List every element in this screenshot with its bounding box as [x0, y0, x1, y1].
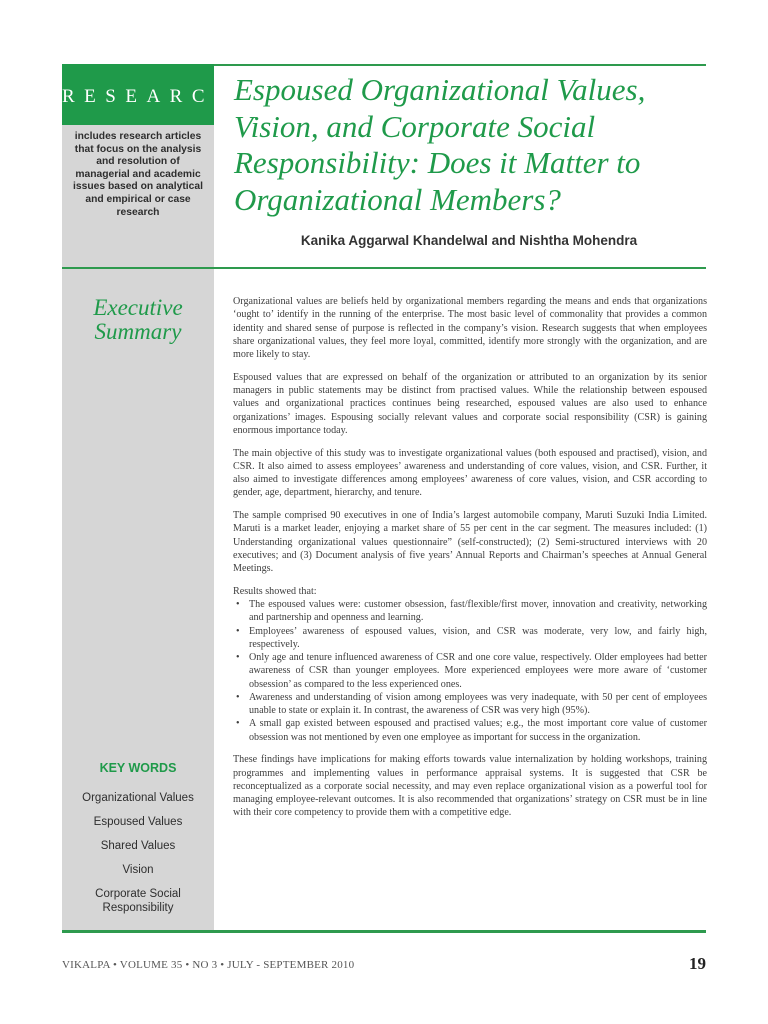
footer-divider — [62, 930, 706, 933]
executive-summary-heading — [62, 296, 214, 344]
body-paragraph: These findings have implications for making efforts towards value internalization by holding workshops, training programmes and implementing values in performance appraisal systems. It is suggested that CSR be reconceptualized as a corporate social necessity, and may even replace organizational vision as a powerful tool for managing employee-relevant outcomes. It is also recommended that organizations’ strategy on CSR must be in line with their core competency to provide them with a competitive edge. — [233, 754, 707, 819]
page-number: 19 — [689, 954, 706, 973]
keyword-item: Shared Values — [100, 840, 176, 852]
section-description: includes research articles that focus on the analysis and resolution of managerial and academic issues based on analytical and empirical or case research — [73, 131, 203, 218]
body-paragraph: The main objective of this study was to investigate organizational values (both espoused and practised), vision, and CSR. It also aimed to assess employees’ awareness and understanding of core values, vision, and CSR. Further, it also aimed to investigate differences among employees’ awareness of core values, vision, and CSR according to gender, age, department, hierarchy, and tenure. — [233, 447, 707, 499]
results-item: • A small gap existed between espoused and practised values; e.g., the most important core value of customer obsession was not mentioned by even one employee as important for success in the organization. — [249, 717, 707, 744]
exec-line2: Summary — [94, 319, 182, 344]
results-item: • Employees’ awareness of espoused values, vision, and CSR was moderate, very low, and fairly high, respectively. — [249, 625, 707, 652]
results-item: • Awareness and understanding of vision among employees was very inadequate, with 50 per cent of employees unable to state or explain it. In contrast, the awareness of CSR was very high (95%). — [249, 691, 707, 718]
results-intro: Results showed that: — [233, 585, 317, 597]
body-paragraph: The sample comprised 90 executives in one of India’s largest automobile company, Maruti Suzuki India Limited. Maruti is a market leader, enjoying a market share of 55 per cent in the car segment. The measures included: (1) Understanding organizational values questionnaire” (self-constructed); (2) Semi-structured interviews with 20 executives; and (3) Document analysis of five years’ Annual Reports and Chairman’s speeches at Annual General Meetings. — [233, 510, 707, 574]
summary-body — [233, 295, 707, 829]
body-paragraph: Organizational values are beliefs held by organizational members regarding the means and ends that organizations ‘ought to’ identify in the running of the enterprise. The most basic level of commonality that provides a common identity and shared sense of purpose is reflected in the company’s vision. Research suggests that when employees share organizational values, they feel more loyal, committed, identify more strongly with the organization, and are more likely to stay. — [233, 296, 707, 360]
keyword-item: Vision — [122, 864, 154, 876]
section-label: RESEARCH — [62, 86, 238, 107]
results-list — [233, 598, 707, 744]
results-item: • The espoused values were: customer obsession, fast/flexible/first mover, innovation and creativity, networking and partnership and openness and learning. — [249, 598, 707, 625]
article-title: Espoused Organizational Values, Vision, and Corporate Social Responsibility: Does it Matter to Organizational Members? — [234, 72, 646, 217]
journal-citation: VIKALPA • VOLUME 35 • NO 3 • JULY - SEPTEMBER 2010 — [62, 959, 355, 971]
article-authors: Kanika Aggarwal Khandelwal and Nishtha Mohendra — [300, 233, 638, 248]
body-paragraph: Espoused values that are expressed on behalf of the organization or attributed to an organization by its senior managers in public statements may be distinct from practised values. While the relationship between espoused values and organizational practices continues being researched, espoused values are also used to enhance organizations’ images. Espousing socially relevant values and corporate social responsibility (CSR) is gaining enormous importance today. — [233, 371, 707, 436]
exec-line1: Executive — [93, 295, 183, 320]
keyword-item: Corporate Social Responsibility — [95, 888, 181, 914]
results-item: • Only age and tenure influenced awareness of CSR and one core value, respectively. Older employees had better awareness of CSR than younger employees. More experienced employees were more aware of ‘customer obsession’ as compared to the less experienced ones. — [249, 651, 707, 691]
keyword-item: Organizational Values — [82, 792, 194, 804]
keywords-list — [62, 792, 214, 926]
keyword-item: Espoused Values — [93, 816, 183, 828]
keywords-heading: KEY WORDS — [99, 761, 177, 775]
